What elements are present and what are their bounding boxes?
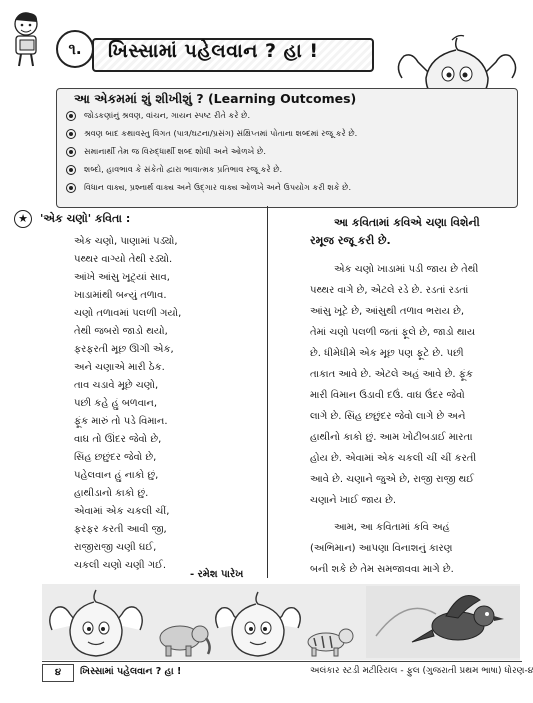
garlic-boasting-illustration [212,588,304,658]
bullet-icon [66,147,76,157]
poem-line: પથ્થર વાગ્યો તેથી રડ્યો. [74,254,173,265]
poem-line: ખાડામાંથી બન્યું તળાવ. [74,290,167,301]
elephant-illustration [150,616,214,658]
poem-line: ચકલી ચણો ચણી ગઈ. [74,560,167,571]
footer-rule [42,661,522,662]
commentary-line: બની શકે છે તેમ સમજાવવા માગે છે. [310,564,454,575]
poem-line: પછી કહે હું બળવાન, [74,398,158,409]
commentary-line: ચણાને ખાઈ જાય છે. [310,495,397,506]
poem-line: ફરફરતી મૂછ ઊગી એક, [74,344,174,355]
commentary-line: હાથીનો કાકો છું. આમ ખોટીબડાઈ મારતા [310,432,473,443]
poem-line: આંખે આંસુ ખૂટ્યાં સાવ, [74,272,170,283]
lesson-number: ૧. [56,30,94,68]
commentary-line: પથ્થર વાગે છે, એટલે રડે છે. રડતાં રડતાં [310,285,469,296]
bullet-icon [66,129,76,139]
commentary-line: છે. ધીમેધીમે એક મૂછ પણ ફૂટે છે. પછી [310,348,464,359]
garlic-flexing-illustration [46,586,146,658]
commentary-line: લાગે છે. સિંહ છછુંદર જેવો લાગે છે અને [310,411,466,422]
commentary-line: તેમાં ચણો પલળી જતાં ફૂલે છે, જાડો થાય [310,327,476,338]
poem-line: ફરફર કરતી આવી જી, [74,524,167,535]
commentary-line: આવે છે. ચણાને જુએ છે, રાજી રાજી થઈ [310,474,474,485]
commentary-line: એક ચણો ખાડામાં પડી જાય છે તેથી [334,264,479,275]
poem-line: વાઘ તો ઊંદર જેવો છે, [74,434,162,445]
bullet-icon [66,183,76,193]
commentary-line: મારી વિમાન ઉડાવી દઉં. વાઘ ઉંદર જેવો [310,390,465,401]
poem-line: રાજીરાજી ચણી ઘઈ, [74,542,157,553]
poem-line: હાથીડાનો કાકો છું. [74,488,149,499]
poet-name: - રમેશ પારેખ [190,569,244,580]
footer-series-text: અલંકાર સ્ટડી મટીરિયલ - ફુલ (ગુજરાતી પ્રથમ ભાષા) ધોરણ-૪ [310,666,533,676]
poem-line: સિંહ છછુંદર જેવો છે, [74,452,157,463]
commentary-heading: રમૂજ રજૂ કરી છે. [310,234,391,247]
star-icon: ★ [14,210,32,228]
poem-line: તાવ ચડાવે મૂછે ચણો, [74,380,159,391]
tiger-and-animals-illustration [300,612,362,658]
commentary-line: આમ, આ કવિતામાં કવિ અહં [334,522,450,533]
poem-heading: 'એક ચણો' કવિતા : [40,212,131,225]
outcome-item: વિધાન વાક્ય, પ્રશ્નાર્થ વાક્ય અને ઉદ્ગાર વાક્ય ઓળખે અને ઉપયોગ કરી શકે છે. [66,182,351,193]
poem-line: તેથી જબરો જાડો થયો, [74,326,168,337]
poem-line: અને ચણાએ મારી ઠેક. [74,362,165,373]
sparrow-flying-illustration [366,586,520,658]
commentary-line: હોય છે. એવામાં એક ચકલી ચીં ચીં કરતી [310,453,477,464]
boy-with-book-illustration [6,10,48,68]
poem-line: એક ચણો, પાણામાં પડ્યો, [74,236,178,247]
commentary-line: (અભિમાન) આપણા વિનાશનું કારણ [310,543,453,554]
bullet-icon [66,165,76,175]
outcome-item: શબ્દો, હાવભાવ કે સંકેતો દ્વારા ભાવાત્મક પ્રતિભાવ રજૂ કરે છે. [66,164,282,175]
learning-outcomes-title: આ એકમમાં શું શીખીશું ? (Learning Outcomes) [74,91,357,106]
outcome-item: જોડકણાંનું શ્રવણ, વાંચન, ગાયન સ્પષ્ટ રીતે કરે છે. [66,110,250,121]
poem-line: ફૂંક મારું તો પડે વિમાન. [74,416,168,427]
commentary-heading: આ કવિતામાં કવિએ ચણા વિશેની [334,216,480,229]
poem-line: પહેલવાન હું નાકો છું, [74,470,159,481]
column-divider [267,206,268,578]
footer-chapter-title: ખિસ્સામાં પહેલવાન ? હા ! [80,666,182,677]
outcome-item: સમાનાર્થી તેમ જ વિરુદ્ધાર્થી શબ્દ શોધી અને ઓળખે છે. [66,146,266,157]
poem-line: ચણો તળાવમાં પલળી ગયો, [74,308,182,319]
page-number: ૪ [42,664,74,682]
outcome-item: શ્રવણ બાદ કથાવસ્તુ વિગત (પાત્ર/ઘટના/પ્રસંગ) સંક્ષિપ્તમાં પોતાના શબ્દમાં રજૂ કરે છે. [66,128,357,139]
poem-line: એવામાં એક ચકલી ચીં, [74,506,170,517]
commentary-line: તાકાત આવે છે. એટલે અહં આવે છે. ફૂંક [310,369,473,380]
bullet-icon [66,111,76,121]
page-title: ખિસ્સામાં પહેલવાન ? હા ! [108,40,319,62]
commentary-line: આંસુ ખૂટે છે, આંસુથી તળાવ ભરાય છે, [310,306,465,317]
